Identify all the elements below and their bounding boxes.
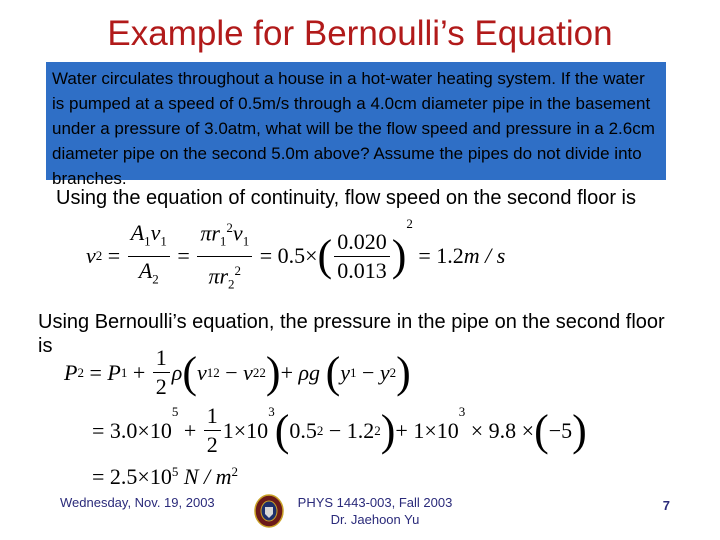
result-exponent: 5 — [171, 464, 179, 479]
dy-value: −5 — [548, 417, 573, 443]
page-number: 7 — [662, 498, 670, 513]
bernoulli-text: Using Bernoulli’s equation, the pressure in the pipe on the second floor is — [38, 311, 665, 357]
problem-text: Water circulates throughout a house in a hot-water heating system. If the water is pumped at a speed of 0.5m/s through a 4.0cm diameter pipe in the basement under a pressure of 3.0atm, what will be the flow speed and pressure in a 2.6cm diameter pipe on the second 5.0m above? Assume the pipes do not divide into branches. — [52, 69, 655, 188]
result-coefficient: 2.5 — [109, 464, 138, 489]
continuity-text: Using the equation of continuity, flow speed on the second floor is — [56, 187, 636, 209]
v2-result: 1.2 — [436, 243, 464, 269]
p1-coefficient: 3.0 — [109, 417, 138, 443]
footer-date: Wednesday, Nov. 19, 2003 — [60, 495, 215, 510]
result-unit: N / m — [183, 464, 232, 489]
v2-unit: m / s — [463, 243, 506, 269]
v1-value: 0.5 — [277, 243, 306, 269]
p1-exponent: 5 — [171, 404, 179, 419]
slide-title: Example for Bernoulli’s Equation — [107, 14, 613, 53]
continuity-equation: v 2 = $\frac{A_1v_1}{A_2}$ = $\frac{\pi r_1^2v_1}{\pi r_2^2}$ = 0.5 × ( $\frac{0.020}{0.013}$ ) 2 = 1.2 m / s — [86, 216, 506, 292]
rho-exponent: 3 — [268, 404, 275, 419]
problem-statement-box — [46, 62, 666, 188]
bernoulli-equation-line1: P 2 = P 1 + $\frac{1}{2}$ ρ ( v 1 2 − v 2 2 ) + ρg ( y 1 − y 2 ) — [64, 345, 411, 399]
v1-sub: 0.5 — [289, 417, 317, 443]
v2-sub: 1.2 — [346, 417, 375, 443]
footer-course: PHYS 1443-003, Fall 2003 — [297, 495, 453, 510]
university-seal-icon — [254, 494, 284, 528]
g-value: 9.8 — [488, 417, 517, 443]
bernoulli-equation-line2: = 3.0 ×10 $^5$ + $\frac{1}{2}$ 1 ×10 $^3$ ( 0.5 2 − 1.2 2 ) + 1×10 $^3$ × 9.8 × ( −5 ) — [92, 403, 587, 457]
footer-course-info — [290, 494, 460, 528]
pressure-result: = 2.5 ×10 $^5$ N / m $^2$ — [92, 464, 239, 489]
d1-value: 0.020 — [334, 230, 390, 257]
rho-coefficient: 1 — [222, 417, 234, 443]
footer-instructor: Dr. Jaehoon Yu — [330, 512, 420, 527]
d2-value: 0.013 — [337, 257, 387, 283]
